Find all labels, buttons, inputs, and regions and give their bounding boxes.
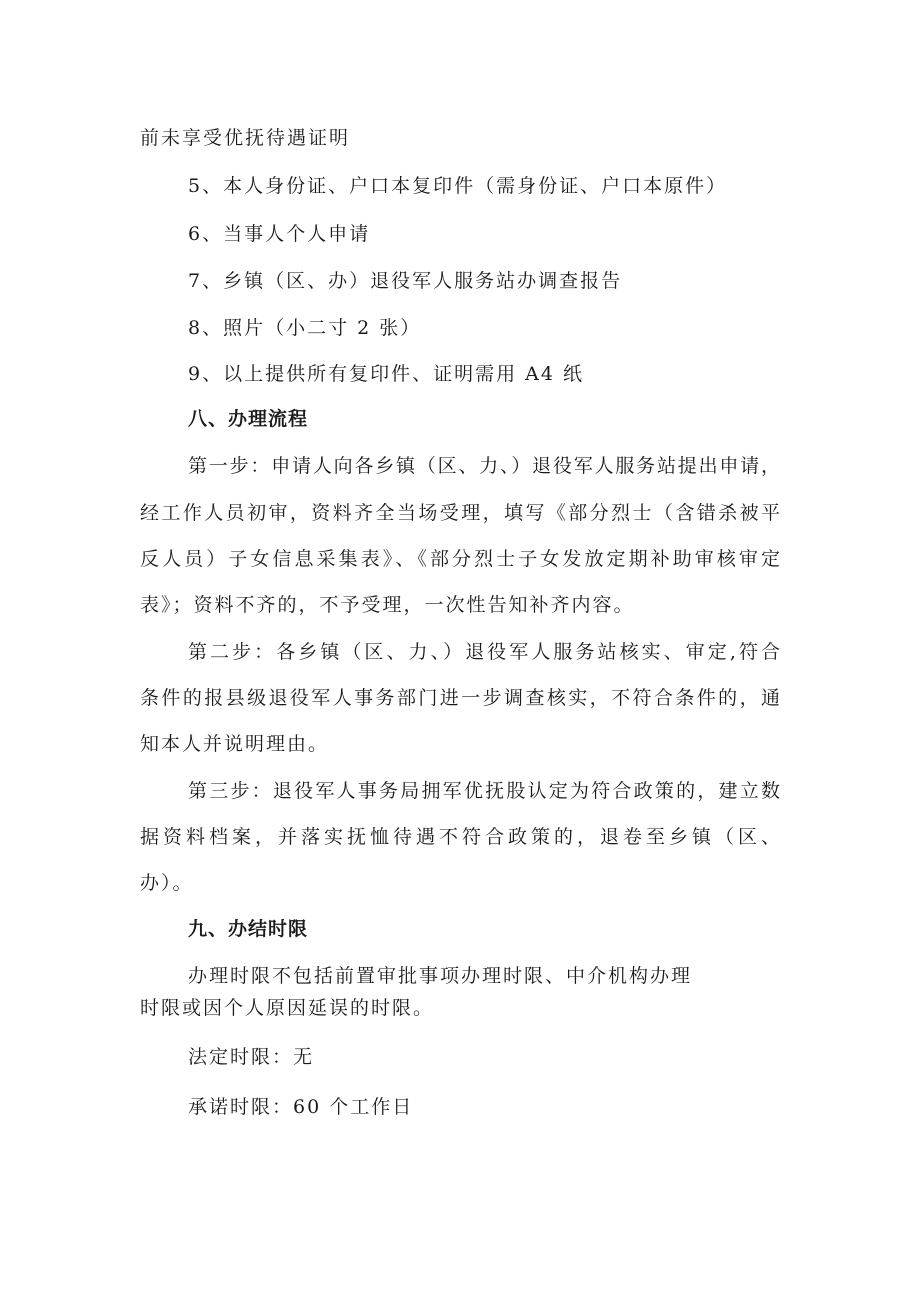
section-heading-time-limit: 九、办结时限 [188, 918, 309, 940]
promised-time-limit: 承诺时限：60 个工作日 [188, 1096, 414, 1118]
material-item-6: 6、当事人个人申请 [188, 223, 371, 245]
step1-line-1: 第一步：申请人向各乡镇（区、力、）退役军人服务站提出申请， [188, 455, 780, 477]
material-item-7: 7、乡镇（区、办）退役军人服务站办调查报告 [188, 270, 623, 292]
step3-line-2: 据资料档案，并落实抚恤待遇不符合政策的，退卷至乡镇（区、 [140, 826, 780, 848]
step2-line-2: 条件的报县级退役军人事务部门进一步调查核实，不符合条件的，通 [140, 687, 780, 709]
step3-line-3: 办）。 [140, 872, 194, 894]
step1-line-4: 表》；资料不齐的，不予受理，一次性告知补齐内容。 [140, 594, 635, 616]
legal-time-limit: 法定时限：无 [188, 1046, 315, 1068]
time-limit-note-line-1: 办理时限不包括前置审批事项办理时限、中介机构办理 [188, 965, 693, 987]
step2-line-1: 第二步：各乡镇（区、力、）退役军人服务站核实、审定,符合 [188, 641, 780, 663]
step3-line-1: 第三步：退役军人事务局拥军优抚股认定为符合政策的，建立数 [188, 780, 780, 802]
step1-line-3: 反人员）子女信息采集表》、《部分烈士子女发放定期补助审核审定 [140, 548, 780, 570]
continuation-line: 前未享受优抚待遇证明 [140, 127, 351, 149]
step2-line-3: 知本人并说明理由。 [140, 733, 330, 755]
material-item-8: 8、照片（小二寸 2 张） [188, 317, 422, 339]
material-item-9: 9、以上提供所有复印件、证明需用 A4 纸 [188, 363, 584, 385]
material-item-5: 5、本人身份证、户口本复印件（需身份证、户口本原件） [188, 175, 728, 197]
time-limit-note-line-2: 时限或因个人原因延误的时限。 [140, 997, 435, 1019]
step1-line-2: 经工作人员初审，资料齐全当场受理，填写《部分烈士（含错杀被平 [140, 502, 780, 524]
section-heading-process: 八、办理流程 [188, 408, 309, 430]
